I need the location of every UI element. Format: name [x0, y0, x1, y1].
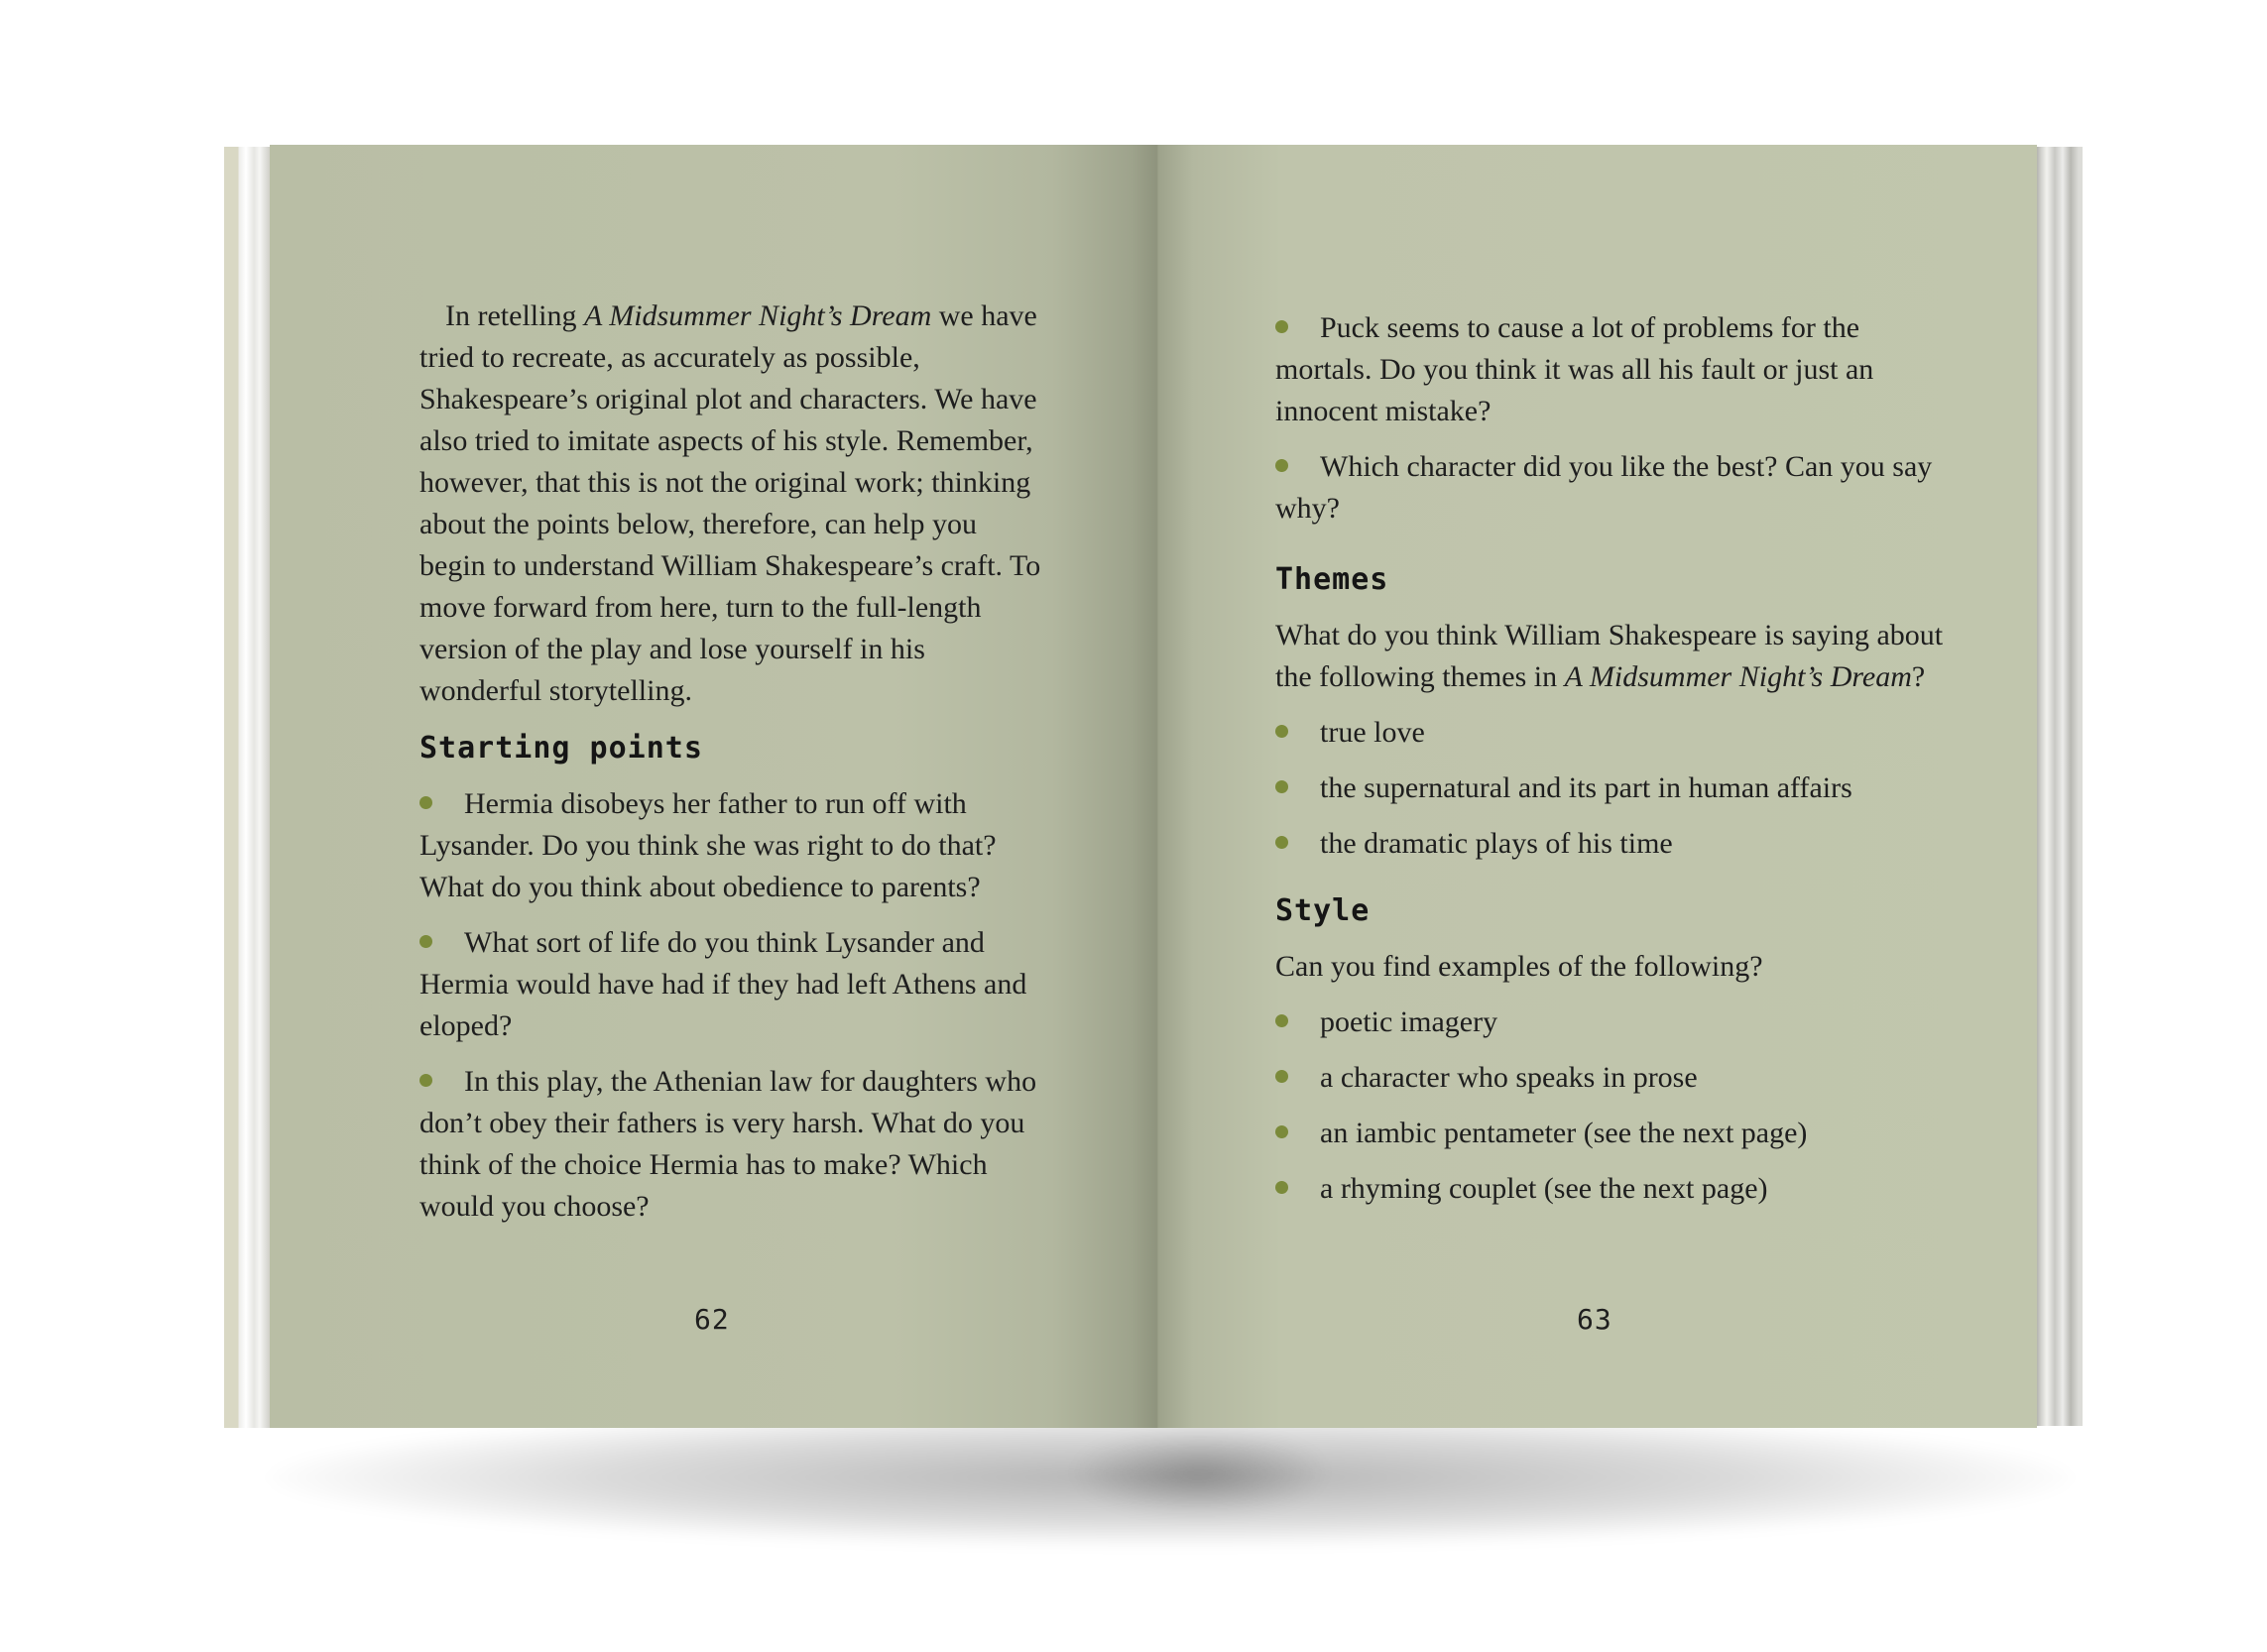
- bullet-icon: [1275, 1070, 1288, 1083]
- style-text-3: an iambic pentameter (see the next page): [1320, 1117, 1808, 1149]
- continued-text-2: Which character did you like the best? Can you say why?: [1275, 450, 1933, 525]
- themes-play-title: A Midsummer Night’s Dream: [1564, 660, 1912, 693]
- continued-item-1: [1275, 307, 1960, 432]
- bullet-icon: [1275, 780, 1288, 793]
- page-number-right: 63: [1577, 1303, 1612, 1336]
- starting-points-heading: Starting points: [419, 731, 703, 766]
- bullet-icon: [1275, 320, 1288, 333]
- right-page-content: [1275, 307, 1960, 1210]
- style-item-2: [1275, 1057, 1960, 1099]
- starting-point-item-1: [419, 783, 1050, 908]
- theme-text-1: true love: [1320, 716, 1425, 749]
- theme-item-3: [1275, 823, 1960, 865]
- style-heading: Style: [1275, 893, 1371, 928]
- continued-text-1: Puck seems to cause a lot of problems for the mortals. Do you think it was all his fault or just an innocent mistake?: [1275, 311, 1874, 427]
- left-page: [270, 145, 1158, 1428]
- bullet-icon: [1275, 1125, 1288, 1138]
- continued-item-2: [1275, 446, 1960, 530]
- theme-item-1: [1275, 712, 1960, 754]
- starting-point-text-2: What sort of life do you think Lysander and Hermia would have had if they had left Athens and eloped?: [419, 926, 1027, 1042]
- left-page-stack-edge: [224, 147, 272, 1428]
- style-text-4: a rhyming couplet (see the next page): [1320, 1172, 1768, 1205]
- bullet-icon: [1275, 1181, 1288, 1194]
- intro-play-title: A Midsummer Night’s Dream: [583, 299, 932, 332]
- intro-text-rest: we have tried to recreate, as accurately as possible, Shakespeare’s original plot and characters. We have also tried to imitate aspects of his style. Remember, however, that this is not the original work; thinking about the points below, therefore, can help you begin to understand William Shakespeare’s craft. To move forward from here, turn to the full-length version of the play and lose yourself in his wonderful storytelling.: [419, 299, 1041, 707]
- theme-text-3: the dramatic plays of his time: [1320, 827, 1673, 860]
- right-page-stack-edge: [2035, 147, 2083, 1426]
- themes-intro-end: ?: [1911, 660, 1926, 693]
- themes-intro-start: What do you think William Shakespeare is saying about the following themes in: [1275, 619, 1944, 693]
- bullet-icon: [419, 1074, 432, 1087]
- themes-intro: [1275, 615, 1960, 698]
- style-item-1: [1275, 1002, 1960, 1043]
- themes-heading: Themes: [1275, 562, 1389, 597]
- style-intro: Can you find examples of the following?: [1275, 950, 1763, 983]
- theme-item-2: [1275, 767, 1960, 809]
- style-item-3: [1275, 1113, 1960, 1154]
- style-text-2: a character who speaks in prose: [1320, 1061, 1698, 1094]
- intro-paragraph: [419, 295, 1050, 712]
- starting-point-item-3: [419, 1061, 1050, 1228]
- page-number-left: 62: [694, 1303, 730, 1336]
- starting-point-item-2: [419, 922, 1050, 1047]
- intro-text-start: In retelling: [445, 299, 584, 332]
- bullet-icon: [1275, 1014, 1288, 1027]
- style-item-4: [1275, 1168, 1960, 1210]
- left-page-content: [419, 295, 1050, 1228]
- bullet-icon: [419, 935, 432, 948]
- theme-text-2: the supernatural and its part in human affairs: [1320, 771, 1852, 804]
- starting-point-text-3: In this play, the Athenian law for daughters who don’t obey their fathers is very harsh. What do you think of the choice Hermia has to make? Which would you choose?: [419, 1065, 1037, 1223]
- style-text-1: poetic imagery: [1320, 1005, 1498, 1038]
- bullet-icon: [419, 796, 432, 809]
- bullet-icon: [1275, 836, 1288, 849]
- gutter-shadow: [1071, 1428, 1329, 1517]
- bullet-icon: [1275, 459, 1288, 472]
- right-page: [1158, 145, 2037, 1428]
- bullet-icon: [1275, 725, 1288, 738]
- starting-point-text-1: Hermia disobeys her father to run off with Lysander. Do you think she was right to do that? What do you think about obedience to parents?: [419, 787, 997, 903]
